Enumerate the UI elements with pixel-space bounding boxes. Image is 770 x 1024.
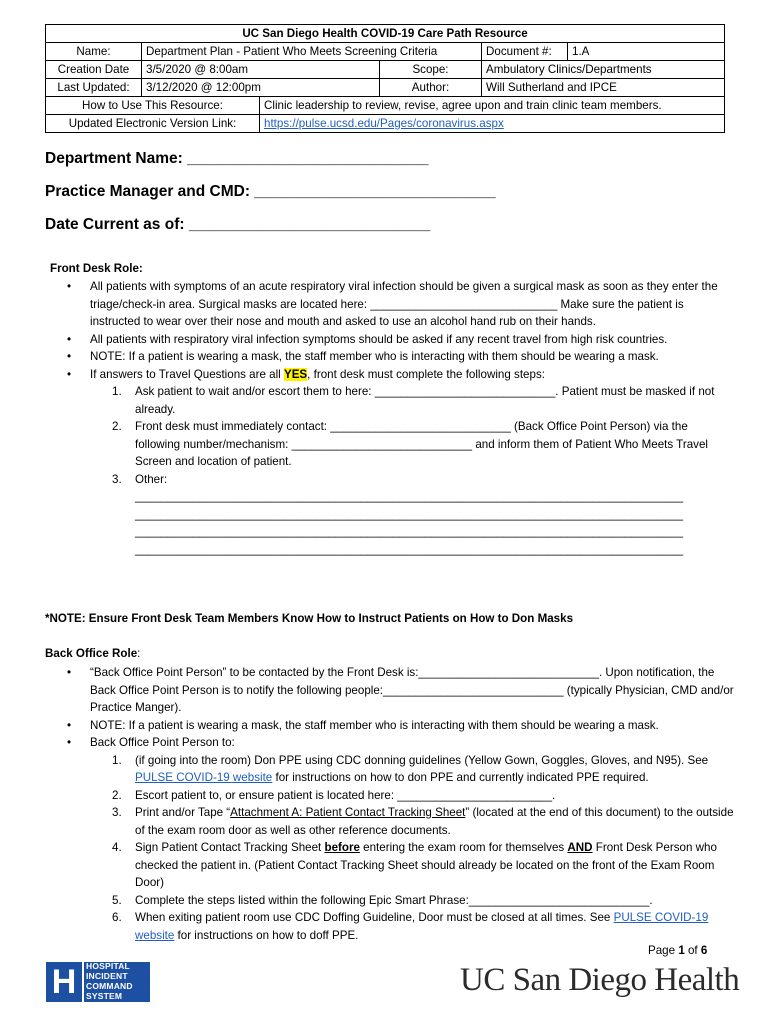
- department-name-field: Department Name: ____________________________: [45, 150, 429, 167]
- how-to-use-value: Clinic leadership to review, revise, agree upon and train clinic team members.: [260, 97, 725, 115]
- list-item: 6. When exiting patient room use CDC Doffing Guideline, Door must be closed at all times. See PULSE COVID-19 website for instructions on how to doff PPE.: [112, 911, 709, 942]
- back-office-heading: Back Office Role:: [45, 647, 141, 660]
- last-updated-value: 3/12/2020 @ 12:00pm: [142, 79, 380, 97]
- list-item: 1. (if going into the room) Don PPE using CDC donning guidelines (Yellow Gown, Goggles, Gloves, and N95). See PULSE COVID-19 website for instructions on how to don PPE and currently indicated PPE required.: [112, 753, 709, 784]
- other-blank-line: _____________________________________________________________________________________: [135, 542, 684, 556]
- scope-label: Scope:: [380, 61, 482, 79]
- list-item: 3. Print and/or Tape “Attachment A: Patient Contact Tracking Sheet” (located at the end of this document) to the outside of the exam room door as well as other reference documents.: [112, 806, 734, 837]
- other-blank-line: _____________________________________________________________________________________: [135, 507, 684, 521]
- list-item: • NOTE: If a patient is wearing a mask, the staff member who is interacting with them should be wearing a mask.: [67, 718, 659, 732]
- author-value: Will Sutherland and IPCE: [482, 79, 725, 97]
- hics-line: COMMAND: [84, 982, 150, 992]
- document-title: UC San Diego Health COVID-19 Care Path Resource: [46, 25, 725, 43]
- coronavirus-page-link[interactable]: https://pulse.ucsd.edu/Pages/coronavirus.aspx: [264, 116, 504, 130]
- date-current-field: Date Current as of: ____________________________: [45, 216, 431, 233]
- hics-line: HOSPITAL: [84, 962, 150, 972]
- electronic-link-label: Updated Electronic Version Link:: [46, 115, 260, 133]
- list-item: • All patients with symptoms of an acute respiratory viral infection should be given a surgical mask as soon as they enter the triage/check-in area. Surgical masks are located here: _____________________________ Make sure the patient is instructed to wear over their nose and mouth and asked to use an alcohol hand rub on their hands.: [67, 280, 718, 328]
- other-blank-line: _____________________________________________________________________________________: [135, 525, 684, 538]
- creation-date-label: Creation Date: [46, 61, 142, 79]
- name-label: Name:: [46, 43, 142, 61]
- front-desk-heading: Front Desk Role:: [50, 262, 143, 275]
- hics-line: SYSTEM: [84, 992, 150, 1002]
- name-value: Department Plan - Patient Who Meets Screening Criteria: [142, 43, 482, 61]
- other-blank-line: _____________________________________________________________________________________: [135, 490, 684, 503]
- attachment-a-reference: Attachment A: Patient Contact Tracking Sheet: [230, 806, 466, 819]
- list-item: • NOTE: If a patient is wearing a mask, the staff member who is interacting with them should be wearing a mask.: [67, 350, 659, 363]
- header-table: [45, 24, 725, 133]
- scope-value: Ambulatory Clinics/Departments: [482, 61, 725, 79]
- creation-date-value: 3/5/2020 @ 8:00am: [142, 61, 380, 79]
- pulse-covid-link[interactable]: PULSE COVID-19 website: [135, 911, 709, 942]
- last-updated-label: Last Updated:: [46, 79, 142, 97]
- document-number-label: Document #:: [482, 43, 568, 61]
- back-office-list: [45, 664, 735, 944]
- document-number-value: 1.A: [568, 43, 725, 61]
- list-item: 1. Ask patient to wait and/or escort them to here: ____________________________. Patient must be masked if not already.: [112, 385, 715, 416]
- hics-h-letter: H: [46, 962, 82, 1002]
- list-item: 2. Front desk must immediately contact: ____________________________ (Back Office Point Person) via the following number/mechanism: ____________________________ and inform them of Patient Who Meets Travel Screen and location of patient.: [112, 420, 708, 468]
- front-desk-list: [45, 278, 735, 558]
- hics-line: INCIDENT: [84, 972, 150, 982]
- practice-manager-field: Practice Manager and CMD: ____________________________: [45, 183, 496, 200]
- uc-san-diego-health-logo: UC San Diego Health: [460, 962, 740, 998]
- list-item: 5. Complete the steps listed within the following Epic Smart Phrase:____________________________.: [112, 893, 653, 907]
- hics-logo: [46, 962, 150, 1002]
- how-to-use-label: How to Use This Resource:: [46, 97, 260, 115]
- list-item: • If answers to Travel Questions are all YES, front desk must complete the following steps:: [67, 367, 545, 381]
- yes-highlight: YES: [283, 367, 308, 381]
- list-item: • All patients with respiratory viral infection symptoms should be asked if any recent travel from high risk countries.: [67, 332, 668, 346]
- list-item: 4. Sign Patient Contact Tracking Sheet before entering the exam room for themselves AND Front Desk Person who checked the patient in. (Patient Contact Tracking Sheet should already be located on the front of the Exam Room Door): [112, 841, 717, 889]
- list-item: • “Back Office Point Person” to be contacted by the Front Desk is:____________________________. Upon notification, the Back Office Point Person is to notify the following people:____________________________ (typically Physician, CMD and/or Practice Manger).: [67, 666, 734, 714]
- author-label: Author:: [380, 79, 482, 97]
- list-item: • Back Office Point Person to:: [67, 736, 235, 749]
- mask-note: *NOTE: Ensure Front Desk Team Members Know How to Instruct Patients on How to Don Masks: [45, 612, 574, 625]
- list-item: 3. Other:: [112, 472, 168, 486]
- pulse-covid-link[interactable]: PULSE COVID-19 website: [135, 771, 273, 784]
- list-item: 2. Escort patient to, or ensure patient is located here: ________________________.: [112, 788, 556, 802]
- page-number: Page 1 of 6: [648, 944, 708, 957]
